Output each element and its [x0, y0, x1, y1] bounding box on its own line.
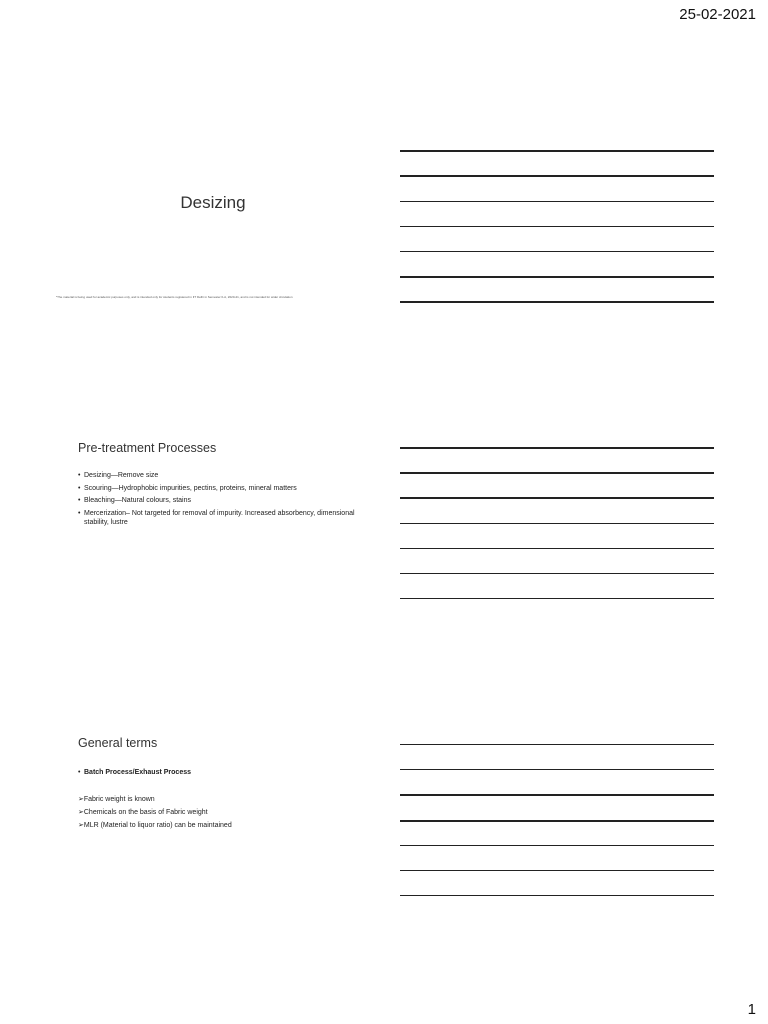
slide-title: Pre-treatment Processes [78, 441, 217, 455]
page-number: 1 [747, 1001, 756, 1018]
list-item: • Scouring—Hydrophobic impurities, pectins, proteins, mineral matters [78, 484, 378, 493]
list-item: ➢Fabric weight is known [78, 796, 155, 803]
page-date: 25-02-2021 [679, 6, 756, 23]
list-item: • Desizing—Remove size [78, 471, 378, 480]
bold-bullet: • Batch Process/Exhaust Process [78, 769, 191, 776]
list-item: ➢MLR (Material to liquor ratio) can be maintained [78, 821, 232, 829]
bullet-list [78, 471, 378, 530]
list-item: • Bleaching—Natural colours, stains [78, 496, 378, 505]
arrow-list [78, 795, 232, 834]
arrow-bullet-icon: ➢ [78, 796, 84, 803]
disclaimer-text: *The material is being used for academic purposes only, and is intended only for students registered in IIT Delhi in Semester II-A, 2020-21, and is not intended for wider circulation [56, 295, 293, 299]
list-item: • Mercerization– Not targeted for removal of impurity. Increased absorbency, dimensional stability, lustre [78, 509, 378, 527]
arrow-bullet-icon: ➢ [78, 808, 84, 816]
list-item: ➢Chemicals on the basis of Fabric weight [78, 808, 208, 816]
slide-pretreatment [48, 430, 378, 630]
slide-desizing [48, 130, 378, 330]
arrow-bullet-icon: ➢ [78, 821, 84, 829]
slide-title: General terms [78, 736, 158, 750]
slide-title: Desizing [180, 193, 246, 212]
slide-general-terms [48, 725, 378, 925]
